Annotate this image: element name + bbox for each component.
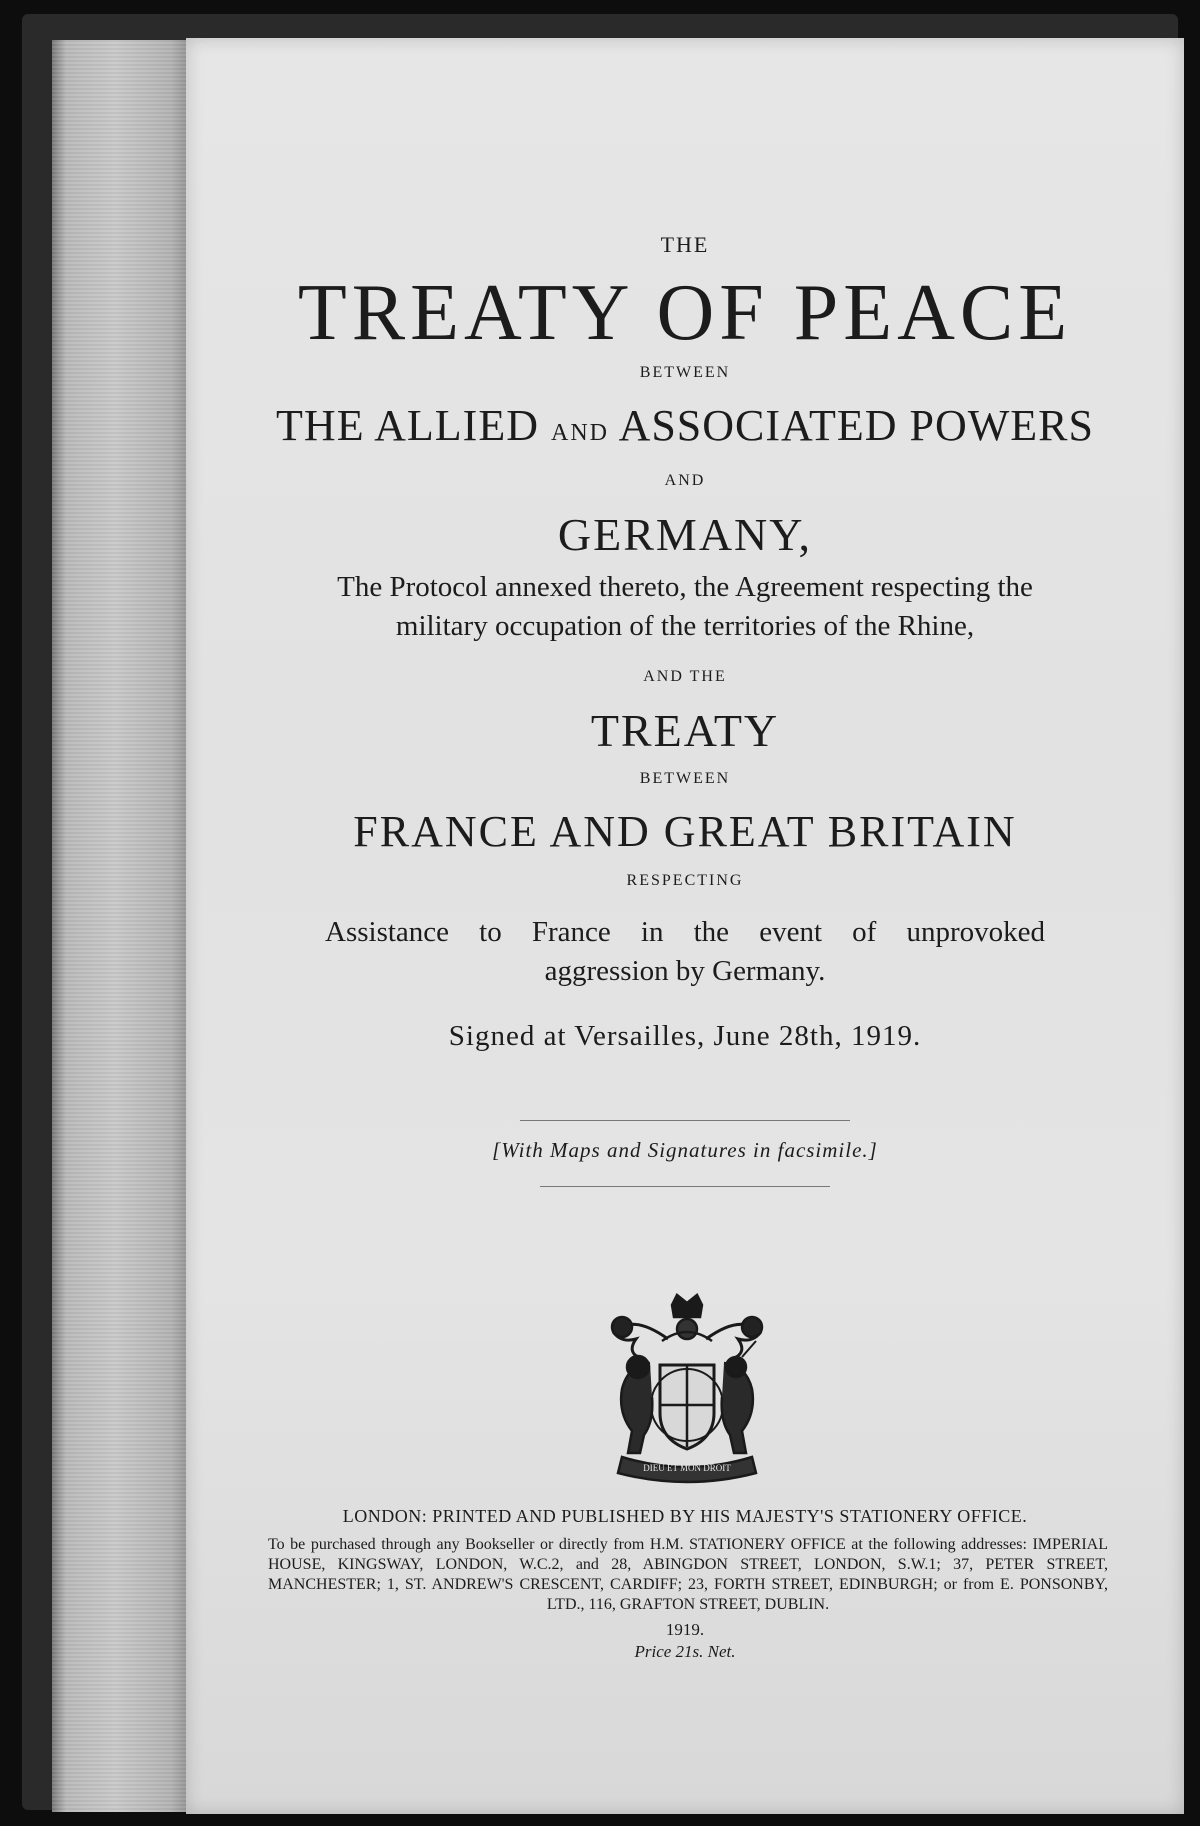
- assist-word: of: [852, 916, 877, 948]
- divider-bottom: [540, 1186, 830, 1187]
- royal-coat-of-arms-icon: [592, 1293, 782, 1488]
- title-the: THE: [660, 232, 710, 257]
- germany-heading: GERMANY,: [557, 509, 813, 560]
- powers-part-1: THE ALLIED: [276, 401, 539, 450]
- assist-word: Assistance: [325, 916, 450, 948]
- london-imprint: LONDON: PRINTED AND PUBLISHED BY HIS MAJESTY'S STATIONERY OFFICE.: [342, 1506, 1028, 1526]
- powers-part-2: ASSOCIATED POWERS: [618, 401, 1094, 450]
- signed-date: Signed at Versailles, June 28th, 1919.: [448, 1020, 922, 1052]
- price: Price 21s. Net.: [634, 1642, 736, 1661]
- france-great-britain-heading: FRANCE AND GREAT BRITAIN: [353, 807, 1017, 856]
- powers-and: AND: [550, 420, 609, 446]
- allied-powers-heading: [186, 400, 1184, 451]
- assist-word: unprovoked: [906, 916, 1045, 948]
- maps-note: [With Maps and Signatures in facsimile.]: [492, 1138, 878, 1162]
- assist-word: to: [479, 916, 502, 948]
- assist-word: event: [759, 916, 823, 948]
- between-label-1: BETWEEN: [639, 364, 731, 381]
- assist-word: the: [693, 916, 730, 948]
- and-the-label: AND THE: [643, 668, 727, 685]
- seal-motto: DIEU ET MON DROIT: [643, 1463, 731, 1473]
- assist-word: France: [531, 916, 611, 948]
- book: [22, 14, 1178, 1810]
- assistance-line-2: aggression by Germany.: [544, 955, 826, 987]
- protocol-text: The Protocol annexed thereto, the Agreement respecting the military occupation of the territories of the Rhine,: [337, 571, 1033, 642]
- book-cover: [186, 38, 1184, 1814]
- assist-word: in: [640, 916, 664, 948]
- treaty-heading: TREATY: [590, 705, 780, 756]
- main-title: TREATY OF PEACE: [297, 269, 1073, 357]
- assistance-text: [325, 913, 1045, 991]
- and-label: AND: [664, 472, 706, 489]
- respecting-label: RESPECTING: [626, 872, 744, 889]
- imprint-year: 1919.: [665, 1620, 705, 1639]
- purchase-addresses: To be purchased through any Bookseller or directly from H.M. STATIONERY OFFICE at the following addresses: IMPERIAL HOUSE, KINGSWAY, LONDON, W.C.2, and 28, ABINGDON STREET, LONDON, S.W.1; 37, PETER STREET, MANCHESTER; 1, ST. ANDREW'S CRESCENT, CARDIFF; 23, FORTH STREET, EDINBURGH; or from E. PONSONBY, LTD., 116, GRAFTON STREET, DUBLIN.: [268, 1536, 1108, 1613]
- between-label-2: BETWEEN: [639, 770, 731, 787]
- assistance-line-1: [325, 913, 1045, 952]
- book-spine: [52, 40, 192, 1812]
- divider-top: [520, 1120, 850, 1121]
